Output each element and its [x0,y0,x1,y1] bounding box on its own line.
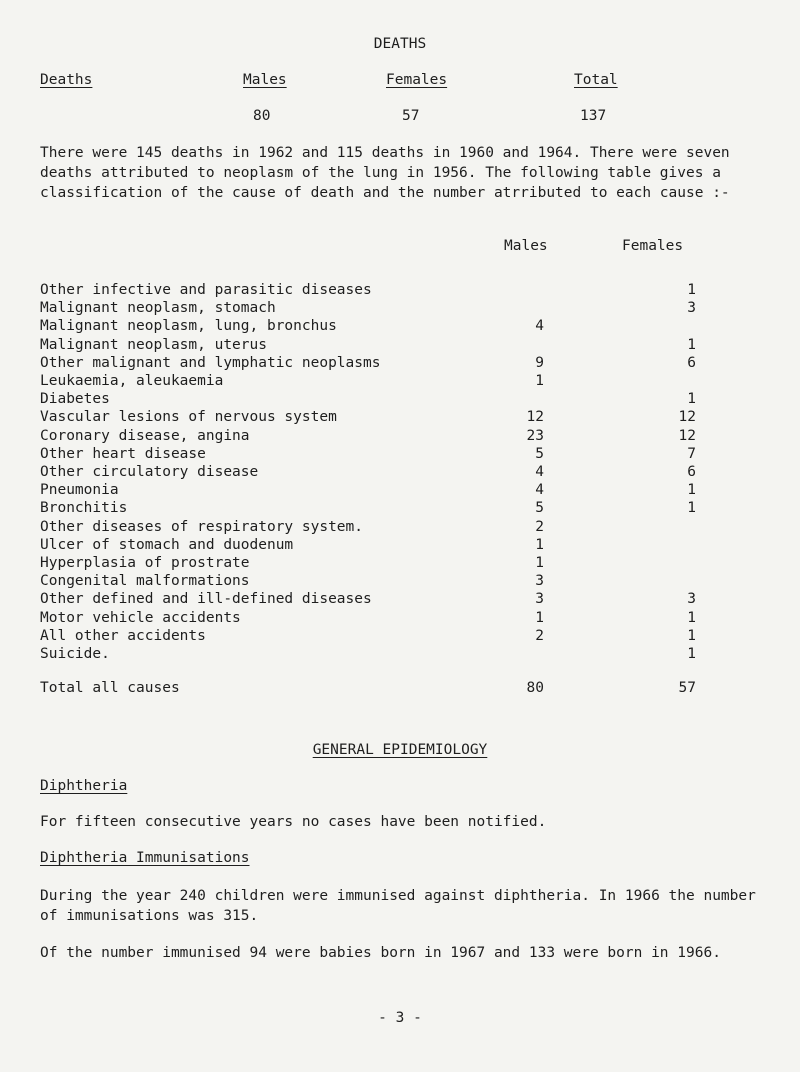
females-count: 12 [678,427,696,444]
males-count: 4 [535,464,544,480]
section-title-text: GENERAL EPIDEMIOLOGY [312,742,488,758]
females-count: 3 [687,591,696,608]
summary-males-value: 80 [253,108,271,124]
cause-label: Malignant neoplasm, stomach [40,300,276,317]
immunisations-text-1: During the year 240 children were immunised against diphtheria. In 1966 the number of immunisations was 315. [40,888,756,924]
col-header-females: Females [622,238,684,254]
table-row [40,500,780,520]
total-females: 57 [678,680,696,696]
cause-label: Congenital malformations [40,573,250,590]
males-count: 3 [535,591,544,608]
cause-label: All other accidents [40,627,206,644]
females-count: 1 [687,391,696,408]
cause-label: Other defined and ill-defined diseases [40,591,372,608]
cause-label: Malignant neoplasm, lung, bronchus [40,318,337,335]
table-row [40,446,780,466]
table-row [40,373,780,393]
cause-label: Diabetes [40,391,110,408]
females-count: 7 [687,445,696,462]
table-row [40,573,780,593]
summary-header-females: Females [386,72,448,88]
females-count: 1 [687,646,696,662]
males-count: 12 [526,409,544,426]
intro-paragraph: There were 145 deaths in 1962 and 115 deaths in 1960 and 1964. There were seven deaths attributed to neoplasm of the lung in 1956. The following table gives a classification of the cause of death and the number atrributed to each cause :- [40,145,730,201]
females-count: 1 [687,482,696,499]
table-row [40,318,780,338]
cause-label: Bronchitis [40,500,128,517]
section-title [0,742,800,758]
table-row [40,337,780,357]
table-row [40,519,780,539]
table-row [40,482,780,502]
table-row [40,646,780,666]
summary-header-deaths: Deaths [40,72,93,88]
table-row [40,610,780,630]
summary-header-total: Total [574,72,618,88]
table-row [40,355,780,375]
diphtheria-heading: Diphtheria [40,778,128,794]
page-title: DEATHS [373,36,427,52]
col-header-males: Males [504,238,548,254]
males-count: 4 [535,482,544,499]
table-row [40,555,780,575]
immunisations-heading: Diphtheria Immunisations [40,850,250,866]
summary-females-value: 57 [402,108,420,124]
table-row [40,464,780,484]
males-count: 9 [535,354,544,371]
table-row [40,300,780,320]
table-row [40,537,780,557]
cause-label: Other infective and parasitic diseases [40,282,372,298]
total-row [40,680,780,700]
males-count: 5 [535,500,544,517]
cause-label: Pneumonia [40,482,119,499]
females-count: 6 [687,354,696,371]
immunisations-text-2: Of the number immunised 94 were babies born in 1967 and 133 were born in 1966. [40,945,721,961]
males-count: 1 [535,536,544,553]
cause-label: Other circulatory disease [40,464,259,480]
page-number: - 3 - [378,1010,422,1026]
males-count: 2 [535,627,544,644]
females-count: 1 [687,609,696,626]
females-count: 1 [687,500,696,517]
cause-label: Coronary disease, angina [40,427,250,444]
females-count: 6 [687,464,696,480]
males-count: 1 [535,373,544,389]
females-count: 3 [687,300,696,317]
table-row [40,409,780,429]
males-count: 5 [535,445,544,462]
cause-label: Malignant neoplasm, uterus [40,336,267,353]
summary-header-males: Males [243,72,287,88]
males-count: 23 [526,427,544,444]
table-row [40,628,780,648]
table-row [40,282,780,302]
females-count: 12 [678,409,696,426]
diphtheria-text: For fifteen consecutive years no cases have been notified. [40,814,547,830]
cause-label: Leukaemia, aleukaemia [40,373,224,389]
cause-label: Other heart disease [40,445,206,462]
females-count: 1 [687,336,696,353]
cause-label: Ulcer of stomach and duodenum [40,536,294,553]
males-count: 3 [535,573,544,590]
cause-label: Other malignant and lymphatic neoplasms [40,354,381,371]
table-row [40,428,780,448]
table-row [40,391,780,411]
males-count: 2 [535,518,544,535]
cause-label: Vascular lesions of nervous system [40,409,337,426]
total-males: 80 [526,680,544,696]
females-count: 1 [687,627,696,644]
cause-label: Suicide. [40,646,110,662]
total-label: Total all causes [40,680,180,696]
summary-total-value: 137 [580,108,607,124]
cause-label: Hyperplasia of prostrate [40,555,250,571]
males-count: 4 [535,318,544,335]
cause-label: Other diseases of respiratory system. [40,518,364,535]
males-count: 1 [535,555,544,571]
males-count: 1 [535,609,544,626]
table-row [40,591,780,611]
females-count: 1 [687,282,696,298]
cause-label: Motor vehicle accidents [40,609,241,626]
